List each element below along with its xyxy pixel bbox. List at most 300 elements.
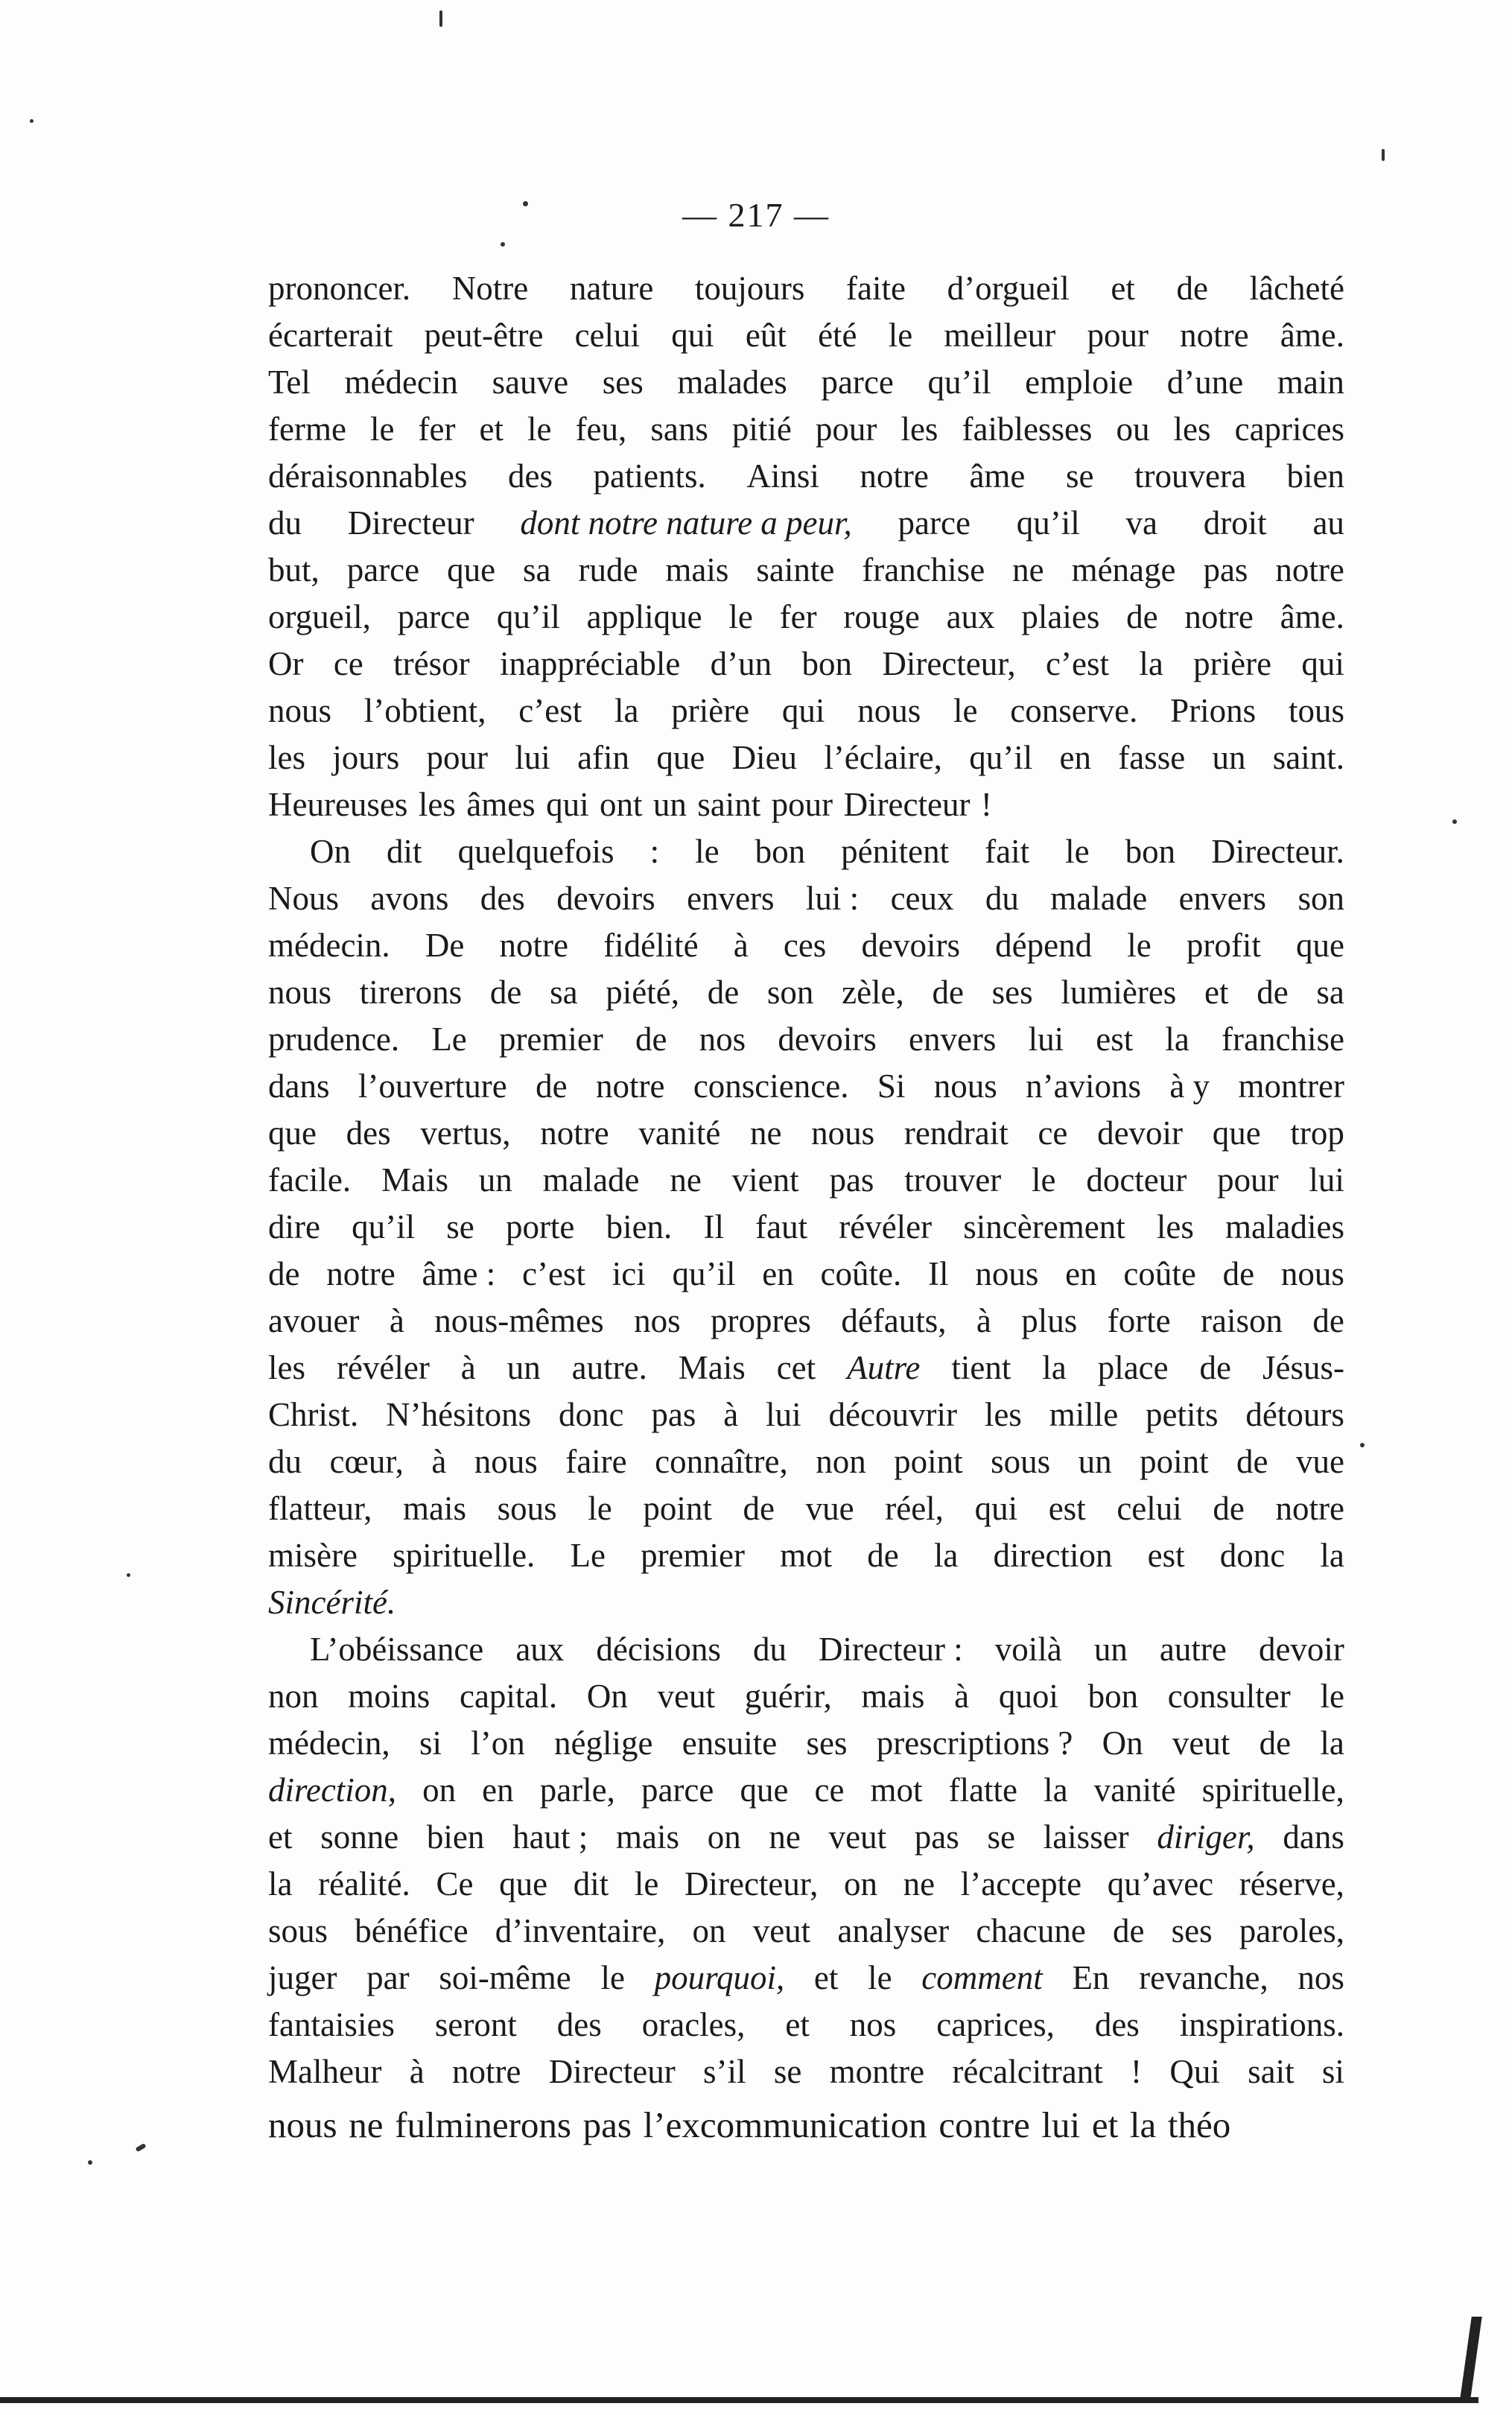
word: médecin, bbox=[268, 1724, 390, 1762]
word: profit bbox=[1186, 927, 1261, 964]
word: si bbox=[1321, 2053, 1344, 2090]
word: plaies bbox=[1021, 598, 1100, 635]
word: de bbox=[635, 1021, 667, 1058]
word: à y bbox=[1169, 1067, 1210, 1105]
word: caprices bbox=[1234, 410, 1344, 448]
word: vient bbox=[731, 1161, 799, 1199]
word: qu’il bbox=[1016, 504, 1080, 542]
word: réalité. bbox=[318, 1865, 410, 1903]
word: Tel bbox=[268, 364, 311, 401]
word: pour bbox=[1217, 1161, 1279, 1199]
text-line bbox=[268, 828, 1344, 875]
text-line bbox=[268, 1016, 1344, 1063]
text-line bbox=[268, 1626, 1344, 1673]
word: âmes bbox=[466, 786, 536, 823]
word: pénitent bbox=[841, 833, 950, 870]
word: ensuite bbox=[682, 1724, 778, 1762]
text-line bbox=[268, 2049, 1344, 2095]
text-line bbox=[268, 594, 1344, 641]
word: nous bbox=[933, 1067, 997, 1105]
word: nature bbox=[569, 270, 654, 307]
word: l’on bbox=[471, 1724, 525, 1762]
word: voilà bbox=[994, 1631, 1062, 1668]
word: dans bbox=[268, 1067, 330, 1105]
word: de bbox=[268, 1255, 300, 1292]
word: le bbox=[695, 833, 720, 870]
word: juger bbox=[268, 1959, 337, 1996]
word: jours bbox=[332, 739, 400, 776]
word: on bbox=[422, 1771, 457, 1809]
word: fulminerons bbox=[395, 2104, 571, 2145]
word: bon bbox=[1125, 833, 1176, 870]
word: du bbox=[985, 880, 1019, 917]
text-line bbox=[268, 2002, 1344, 2049]
word: petits bbox=[1146, 1396, 1219, 1433]
word: propres bbox=[710, 1302, 811, 1339]
word: notre bbox=[1184, 598, 1254, 635]
word: nous-mêmes bbox=[434, 1302, 604, 1339]
word: qui bbox=[671, 317, 714, 354]
ink-speck bbox=[30, 119, 34, 123]
word: dépend bbox=[995, 927, 1093, 964]
word: âme. bbox=[1280, 317, 1344, 354]
word: faite bbox=[846, 270, 906, 307]
word: parce bbox=[821, 364, 894, 401]
word: bon bbox=[1087, 1678, 1139, 1715]
text-line bbox=[268, 406, 1344, 453]
word: âme : bbox=[422, 1255, 496, 1292]
word: à bbox=[460, 1349, 476, 1386]
word: main bbox=[1277, 364, 1344, 401]
word: ce bbox=[333, 645, 363, 682]
word: le bbox=[1320, 1678, 1344, 1715]
word: ceux bbox=[890, 880, 954, 917]
word: les bbox=[1173, 410, 1211, 448]
word: envers bbox=[687, 880, 775, 917]
word: que bbox=[740, 1771, 789, 1809]
word: que bbox=[656, 739, 705, 776]
word: porte bbox=[505, 1208, 575, 1245]
ink-speck bbox=[1452, 819, 1457, 824]
word: par bbox=[366, 1959, 410, 1996]
text-line bbox=[268, 969, 1344, 1016]
word: maladies bbox=[1225, 1208, 1344, 1245]
word: qui bbox=[781, 692, 825, 729]
word: du bbox=[268, 504, 302, 542]
text-line bbox=[268, 1345, 1344, 1391]
word: les bbox=[984, 1396, 1022, 1433]
bottom-rule bbox=[0, 2397, 1478, 2403]
word: sans bbox=[650, 410, 708, 448]
word: celui bbox=[1116, 1490, 1182, 1527]
word: veut bbox=[828, 1818, 887, 1856]
word: veut bbox=[657, 1678, 716, 1715]
text-line bbox=[268, 781, 1344, 828]
text-line bbox=[268, 1955, 1344, 2002]
word: les bbox=[268, 1349, 305, 1386]
text-line bbox=[268, 1532, 1344, 1579]
word: est bbox=[1147, 1537, 1185, 1574]
word: oracles, bbox=[641, 2006, 746, 2043]
word: un bbox=[506, 1349, 541, 1386]
word: au bbox=[1312, 504, 1344, 542]
word: ne bbox=[349, 2104, 384, 2145]
word: faire bbox=[565, 1443, 627, 1480]
word: ont bbox=[599, 786, 643, 823]
word: notre bbox=[595, 1067, 665, 1105]
word: à bbox=[723, 1396, 739, 1433]
word: Autre bbox=[847, 1349, 921, 1386]
word: de bbox=[1259, 1724, 1292, 1762]
word: notre bbox=[860, 457, 929, 495]
word: que bbox=[499, 1865, 548, 1903]
text-line bbox=[268, 1673, 1344, 1720]
word: ne bbox=[670, 1161, 702, 1199]
word: et bbox=[1111, 270, 1135, 307]
word: d’inventaire, bbox=[495, 1912, 666, 1949]
word: tous bbox=[1288, 692, 1344, 729]
word: que bbox=[268, 1114, 317, 1152]
word: dire bbox=[268, 1208, 320, 1245]
word: révéler bbox=[839, 1208, 933, 1245]
word: à bbox=[954, 1678, 970, 1715]
word: devoirs bbox=[778, 1021, 877, 1058]
word: raison bbox=[1201, 1302, 1283, 1339]
word: le bbox=[868, 1959, 892, 1996]
word: fait bbox=[985, 833, 1030, 870]
word: bénéfice bbox=[355, 1912, 468, 1949]
word: L’obéissance bbox=[310, 1631, 484, 1668]
word: Si bbox=[877, 1067, 906, 1105]
word: ce bbox=[1038, 1114, 1068, 1152]
word: se bbox=[987, 1818, 1015, 1856]
word: toujours bbox=[694, 270, 805, 307]
word: Directeur bbox=[548, 2053, 676, 2090]
word: le bbox=[600, 1959, 625, 1996]
word: de bbox=[707, 974, 740, 1011]
word: ses bbox=[806, 1724, 848, 1762]
word: âme bbox=[969, 457, 1026, 495]
word: qu’il bbox=[672, 1255, 736, 1292]
word: bien bbox=[1286, 457, 1344, 495]
word: prière bbox=[671, 692, 750, 729]
word: du bbox=[268, 1443, 302, 1480]
word: prescriptions ? bbox=[876, 1724, 1073, 1762]
word: l’excommunication bbox=[643, 2104, 927, 2145]
word: des bbox=[346, 1114, 391, 1152]
word: aux bbox=[946, 598, 995, 635]
word: notre bbox=[1275, 551, 1344, 588]
word: la bbox=[1139, 645, 1163, 682]
word: capital. bbox=[459, 1678, 558, 1715]
word: saint bbox=[697, 786, 761, 823]
word: récalcitrant bbox=[952, 2053, 1103, 2090]
word: médecin. bbox=[268, 927, 390, 964]
word: sonne bbox=[320, 1818, 399, 1856]
word: malade bbox=[542, 1161, 640, 1199]
word: tirerons bbox=[359, 974, 463, 1011]
word: but, bbox=[268, 551, 320, 588]
word: lumières bbox=[1061, 974, 1177, 1011]
word: Il bbox=[928, 1255, 949, 1292]
word: laisser bbox=[1043, 1818, 1129, 1856]
word: l’éclaire, bbox=[824, 739, 942, 776]
word: point bbox=[643, 1490, 712, 1527]
word: ne bbox=[1012, 551, 1044, 588]
text-line bbox=[268, 641, 1344, 688]
word: le bbox=[953, 692, 978, 729]
word: conscience. bbox=[693, 1067, 849, 1105]
word: rendrait bbox=[903, 1114, 1008, 1152]
word: devoir bbox=[1258, 1631, 1344, 1668]
word: sa bbox=[523, 551, 551, 588]
word: ! bbox=[980, 786, 992, 823]
word: parce bbox=[898, 504, 971, 542]
word: la bbox=[933, 1537, 959, 1574]
word: médecin bbox=[344, 364, 458, 401]
word: de bbox=[867, 1537, 899, 1574]
word: autre bbox=[1159, 1631, 1227, 1668]
word: se bbox=[773, 2053, 802, 2090]
word: ses bbox=[1171, 1912, 1213, 1949]
word: découvrir bbox=[828, 1396, 957, 1433]
word: rouge bbox=[843, 598, 920, 635]
word: parce bbox=[641, 1771, 714, 1809]
ink-speck bbox=[1382, 149, 1385, 161]
text-line bbox=[268, 688, 1344, 734]
word: vue bbox=[1295, 1443, 1344, 1480]
word: et bbox=[813, 1959, 839, 1996]
word: est bbox=[1048, 1490, 1086, 1527]
word: veut bbox=[1172, 1724, 1230, 1762]
word: On bbox=[310, 833, 351, 870]
word: sa bbox=[1316, 974, 1344, 1011]
word: trop bbox=[1290, 1114, 1344, 1152]
word: pitié bbox=[731, 410, 792, 448]
word: seront bbox=[434, 2006, 517, 2043]
word: décisions bbox=[596, 1631, 721, 1668]
text-line bbox=[268, 500, 1344, 547]
word: on bbox=[843, 1865, 877, 1903]
text-line bbox=[268, 1110, 1344, 1157]
word: malades bbox=[677, 364, 787, 401]
word: Or bbox=[268, 645, 304, 682]
word: les bbox=[1156, 1208, 1194, 1245]
word: qui bbox=[974, 1490, 1018, 1527]
text-line bbox=[268, 1204, 1344, 1251]
word: néglige bbox=[554, 1724, 653, 1762]
word: ces bbox=[783, 927, 827, 964]
word: d’orgueil bbox=[947, 270, 1070, 307]
word: défauts, bbox=[841, 1302, 947, 1339]
word: rude bbox=[578, 551, 638, 588]
word: sous bbox=[991, 1443, 1051, 1480]
word: donc bbox=[1219, 1537, 1286, 1574]
word: pas bbox=[1203, 551, 1248, 588]
word: de bbox=[1176, 270, 1208, 307]
word: si bbox=[419, 1724, 442, 1762]
word: afin bbox=[577, 739, 630, 776]
word: haut ; bbox=[512, 1818, 588, 1856]
word: qui bbox=[546, 786, 589, 823]
text-line bbox=[268, 1861, 1344, 1908]
word: à bbox=[976, 1302, 991, 1339]
word: inspirations. bbox=[1179, 2006, 1344, 2043]
word: nous bbox=[268, 692, 332, 729]
word: autre. bbox=[571, 1349, 647, 1386]
word: révéler bbox=[336, 1349, 430, 1386]
text-line bbox=[268, 1767, 1344, 1814]
word: Directeur, bbox=[882, 645, 1016, 682]
word: spirituelle, bbox=[1201, 1771, 1344, 1809]
word: des bbox=[480, 880, 525, 917]
word: direction, bbox=[268, 1771, 397, 1809]
word: n’avions bbox=[1026, 1067, 1142, 1105]
word: prononcer. bbox=[268, 270, 411, 307]
word: et bbox=[785, 2006, 810, 2043]
text-line bbox=[268, 875, 1344, 922]
word: parce bbox=[346, 551, 420, 588]
word: qu’avec bbox=[1107, 1865, 1214, 1903]
word: premier bbox=[641, 1537, 745, 1574]
word: les bbox=[268, 739, 305, 776]
word: le bbox=[888, 317, 913, 354]
word: notre bbox=[499, 927, 568, 964]
word: avons bbox=[370, 880, 449, 917]
word: sous bbox=[497, 1490, 557, 1527]
word: lâcheté bbox=[1249, 270, 1344, 307]
word: Mais bbox=[381, 1161, 448, 1199]
word: dont notre nature a peur, bbox=[520, 504, 852, 542]
ink-speck bbox=[127, 1573, 130, 1577]
word: mot bbox=[870, 1771, 923, 1809]
word: plus bbox=[1021, 1302, 1078, 1339]
word: fidélité bbox=[603, 927, 699, 964]
word: meilleur bbox=[944, 317, 1056, 354]
word: nous bbox=[975, 1255, 1039, 1292]
word: réserve, bbox=[1239, 1865, 1344, 1903]
word: s’il bbox=[703, 2053, 746, 2090]
word: c’est bbox=[518, 692, 582, 729]
word: On bbox=[1102, 1724, 1143, 1762]
word: Directeur bbox=[347, 504, 474, 542]
word: lui bbox=[1041, 2104, 1081, 2145]
word: faiblesses bbox=[962, 410, 1093, 448]
word: notre bbox=[326, 1255, 396, 1292]
word: se bbox=[446, 1208, 474, 1245]
word: que bbox=[447, 551, 496, 588]
word: et bbox=[1204, 974, 1229, 1011]
word: sauve bbox=[492, 364, 569, 401]
word: à bbox=[733, 927, 749, 964]
word: le bbox=[588, 1490, 612, 1527]
word: peut-être bbox=[424, 317, 544, 354]
word: la bbox=[1165, 1021, 1189, 1058]
word: nous bbox=[1280, 1255, 1344, 1292]
word: un bbox=[652, 786, 687, 823]
word: devoir bbox=[1097, 1114, 1184, 1152]
word: va bbox=[1125, 504, 1157, 542]
word: vertus, bbox=[420, 1114, 511, 1152]
ink-speck bbox=[439, 10, 442, 27]
word: trésor bbox=[393, 645, 470, 682]
word: ou bbox=[1116, 410, 1150, 448]
text-line bbox=[268, 1063, 1344, 1110]
word: son bbox=[1297, 880, 1344, 917]
word: nous bbox=[811, 1114, 875, 1152]
word: nous bbox=[474, 1443, 538, 1480]
word: son bbox=[766, 974, 814, 1011]
word: fantaisies bbox=[268, 2006, 395, 2043]
word: mais bbox=[403, 1490, 466, 1527]
text-line bbox=[268, 1720, 1344, 1767]
text-line bbox=[268, 1814, 1344, 1861]
word: sait bbox=[1248, 2053, 1295, 2090]
word: chacune bbox=[976, 1912, 1086, 1949]
word: nos bbox=[1297, 1959, 1344, 1996]
word: Directeur. bbox=[1211, 833, 1344, 870]
word: notre bbox=[452, 2053, 521, 2090]
word: de bbox=[536, 1067, 568, 1105]
word: qu’il bbox=[496, 598, 560, 635]
word: eût bbox=[745, 317, 787, 354]
word: malade bbox=[1050, 880, 1148, 917]
word: de bbox=[1112, 1912, 1145, 1949]
word: la bbox=[268, 1865, 293, 1903]
word: de bbox=[743, 1490, 775, 1527]
word: et bbox=[268, 1818, 293, 1856]
word: pour bbox=[771, 786, 833, 823]
word: ici bbox=[612, 1255, 646, 1292]
word: Directeur : bbox=[819, 1631, 963, 1668]
text-line bbox=[268, 1391, 1344, 1438]
word: le bbox=[1127, 927, 1152, 964]
word: non bbox=[816, 1443, 866, 1480]
text-line bbox=[268, 1485, 1344, 1532]
word: qui bbox=[1301, 645, 1344, 682]
word: pas bbox=[651, 1396, 696, 1433]
word: la bbox=[1044, 1771, 1068, 1809]
word: pour bbox=[815, 410, 877, 448]
word: spirituelle. bbox=[393, 1537, 536, 1574]
word: Nous bbox=[268, 880, 340, 917]
word: l’accepte bbox=[960, 1865, 1082, 1903]
text-line bbox=[268, 1298, 1344, 1345]
word: mille bbox=[1049, 1396, 1119, 1433]
word: sous bbox=[268, 1912, 328, 1949]
word: bien. bbox=[606, 1208, 673, 1245]
word: qu’il bbox=[352, 1208, 416, 1245]
word: de bbox=[1257, 974, 1289, 1011]
word: d’un bbox=[710, 645, 772, 682]
word: emploie bbox=[1025, 364, 1134, 401]
word: notre bbox=[1275, 1490, 1344, 1527]
word: docteur bbox=[1086, 1161, 1187, 1199]
word: quoi bbox=[998, 1678, 1058, 1715]
word: sa bbox=[550, 974, 578, 1011]
word: paroles, bbox=[1239, 1912, 1344, 1949]
word: ses bbox=[991, 974, 1033, 1011]
word: pas bbox=[829, 1161, 874, 1199]
word: envers bbox=[1178, 880, 1267, 917]
page-number: — 217 — bbox=[682, 196, 830, 234]
word: diriger, bbox=[1157, 1818, 1255, 1856]
word: nos bbox=[849, 2006, 897, 2043]
word: le bbox=[1032, 1161, 1056, 1199]
word: en bbox=[1059, 739, 1091, 776]
word: à bbox=[389, 1302, 404, 1339]
word: notre bbox=[540, 1114, 609, 1152]
